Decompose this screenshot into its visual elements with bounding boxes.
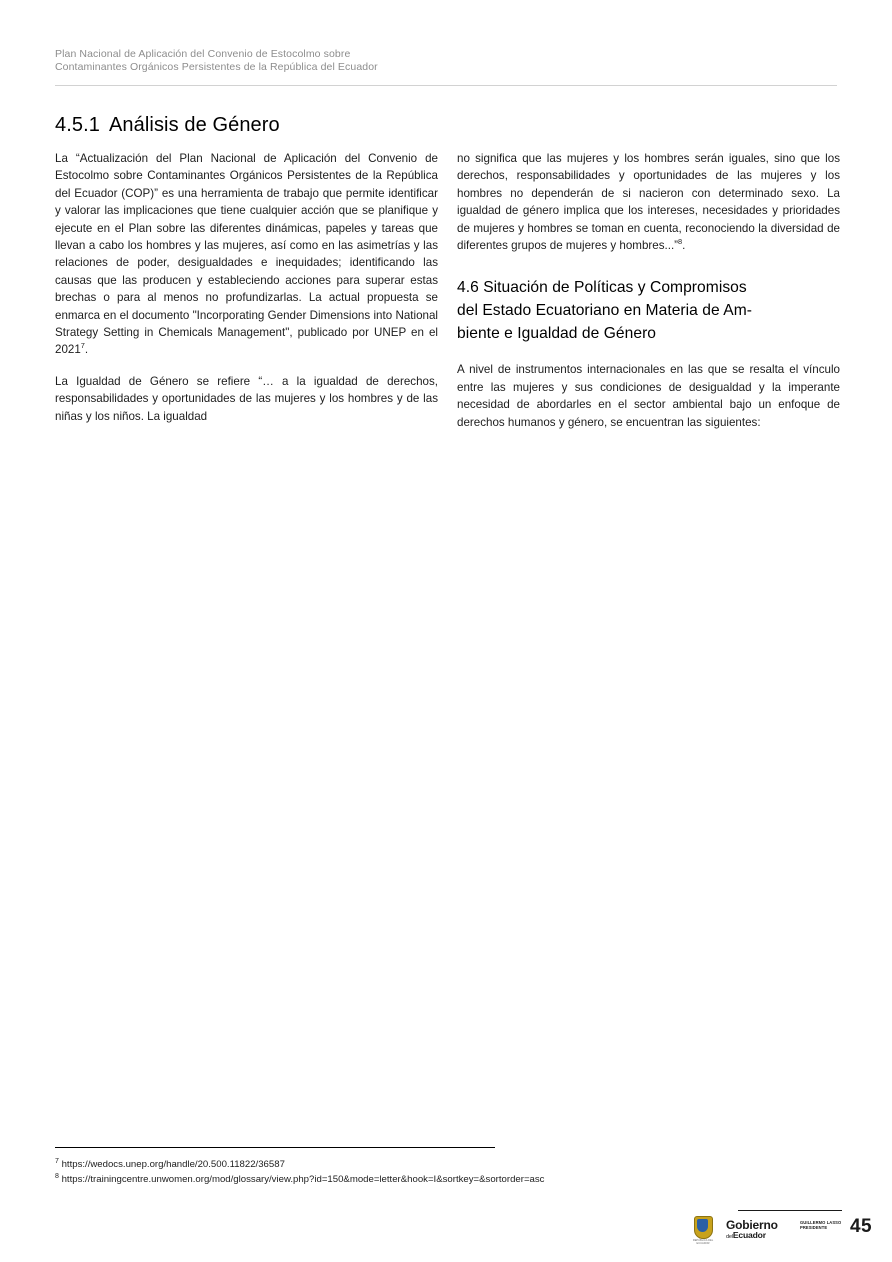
footnote-ref-8: 8	[678, 237, 683, 247]
paragraph-text-tail: .	[84, 343, 89, 357]
page-footer	[690, 1208, 870, 1248]
subsection-title-line-3: biente e Igualdad de Género	[457, 325, 657, 343]
footnote-text[interactable]: https://trainingcentre.unwomen.org/mod/glossary/view.php?id=150&mode=letter&hook=I&sortkey=&sortorder=asc	[61, 1174, 545, 1185]
body-column-left	[55, 150, 438, 425]
footnote-text[interactable]: https://wedocs.unep.org/handle/20.500.11822/36587	[61, 1159, 285, 1170]
footnote-marker: 8	[55, 1172, 59, 1180]
logo-line-1: Gobierno	[726, 1218, 778, 1232]
subsection-title-line-2: del Estado Ecuatoriano en Materia de Am-	[457, 302, 752, 320]
footnote-item	[55, 1172, 755, 1187]
paragraph-text: La “Actualización del Plan Nacional de Aplicación del Convenio de Estocolmo sobre Contaminantes Orgánicos Persistentes de la República del Ecuador (COP)” es una herramienta de trabajo que permite identificar y valorar las implicaciones que tiene cualquier acción que se planifique y ejecute en el Plan sobre las diferentes dinámicas, papeles y tareas que llevan a cabo los hombres y las mujeres, así como en las asimetrías y las relaciones de poder, desigualdades e inequidades; identificando las causas que las producen y estableciendo acciones para superar estas brechas o para al menos no profundizarlas. La actual propuesta se enmarca en el documento "Incorporating Gender Dimensions into National Strategy Setting in Chemicals Management", publicado por UNEP en el 2021	[55, 152, 438, 357]
administration-label: GUILLERMO LASSO PRESIDENTE	[800, 1220, 842, 1230]
body-column-right	[457, 150, 840, 431]
footnote-divider	[55, 1147, 495, 1148]
footnote-item	[55, 1157, 755, 1172]
subsection-title	[457, 276, 840, 345]
page-title	[55, 112, 280, 138]
seal-caption: REPÚBLICA DEL ECUADOR	[692, 1239, 714, 1245]
logo-line-2	[726, 1231, 794, 1242]
paragraph-text-tail: .	[682, 239, 686, 253]
paragraph	[55, 150, 438, 359]
shield-inner-shape	[697, 1219, 708, 1232]
running-header-line-1: Plan Nacional de Aplicación del Convenio de Estocolmo sobre	[55, 48, 351, 60]
paragraph: A nivel de instrumentos internacionales en las que se resalta el vínculo entre las mujeres y sus condiciones de desigualdad y la imperante necesidad de abordarles en el sector ambiental bajo un enfoque de derechos humanos y género, se encuentran las siguientes:	[457, 363, 840, 429]
page-number: 45	[850, 1216, 872, 1237]
footnote-ref-7: 7	[80, 341, 85, 351]
logo-line-2-main: Ecuador	[732, 1230, 766, 1240]
coat-of-arms-icon	[690, 1214, 716, 1244]
paragraph-text: no significa que las mujeres y los hombres serán iguales, sino que los derechos, responsabilidades y oportunidades de las mujeres y los hombres no dependerán de si nacieron con determinado sexo. La igualdad de género implica que los intereses, necesidades y prioridades de mujeres y hombres se toman en cuenta, reconociendo la diversidad de diferentes grupos de mujeres y hombres...”	[457, 152, 840, 253]
running-header	[55, 48, 837, 74]
subsection-title-line-1: 4.6 Situación de Políticas y Compromisos	[457, 279, 747, 297]
government-logo	[726, 1212, 794, 1244]
section-number: 4.5.1	[55, 114, 100, 136]
paragraph	[457, 150, 840, 254]
logo-line-2-prefix: del	[726, 1234, 733, 1240]
section-title: Análisis de Género	[108, 114, 280, 136]
footnotes	[55, 1157, 755, 1187]
paragraph: La Igualdad de Género se refiere “… a la igualdad de derechos, responsabilidades y oportunidades de las mujeres y los hombres y de las niñas y los niños. La igualdad	[55, 374, 438, 423]
running-header-line-2: Contaminantes Orgánicos Persistentes de la República del Ecuador	[55, 61, 378, 73]
footnote-marker: 7	[55, 1157, 59, 1165]
header-divider	[55, 85, 837, 86]
